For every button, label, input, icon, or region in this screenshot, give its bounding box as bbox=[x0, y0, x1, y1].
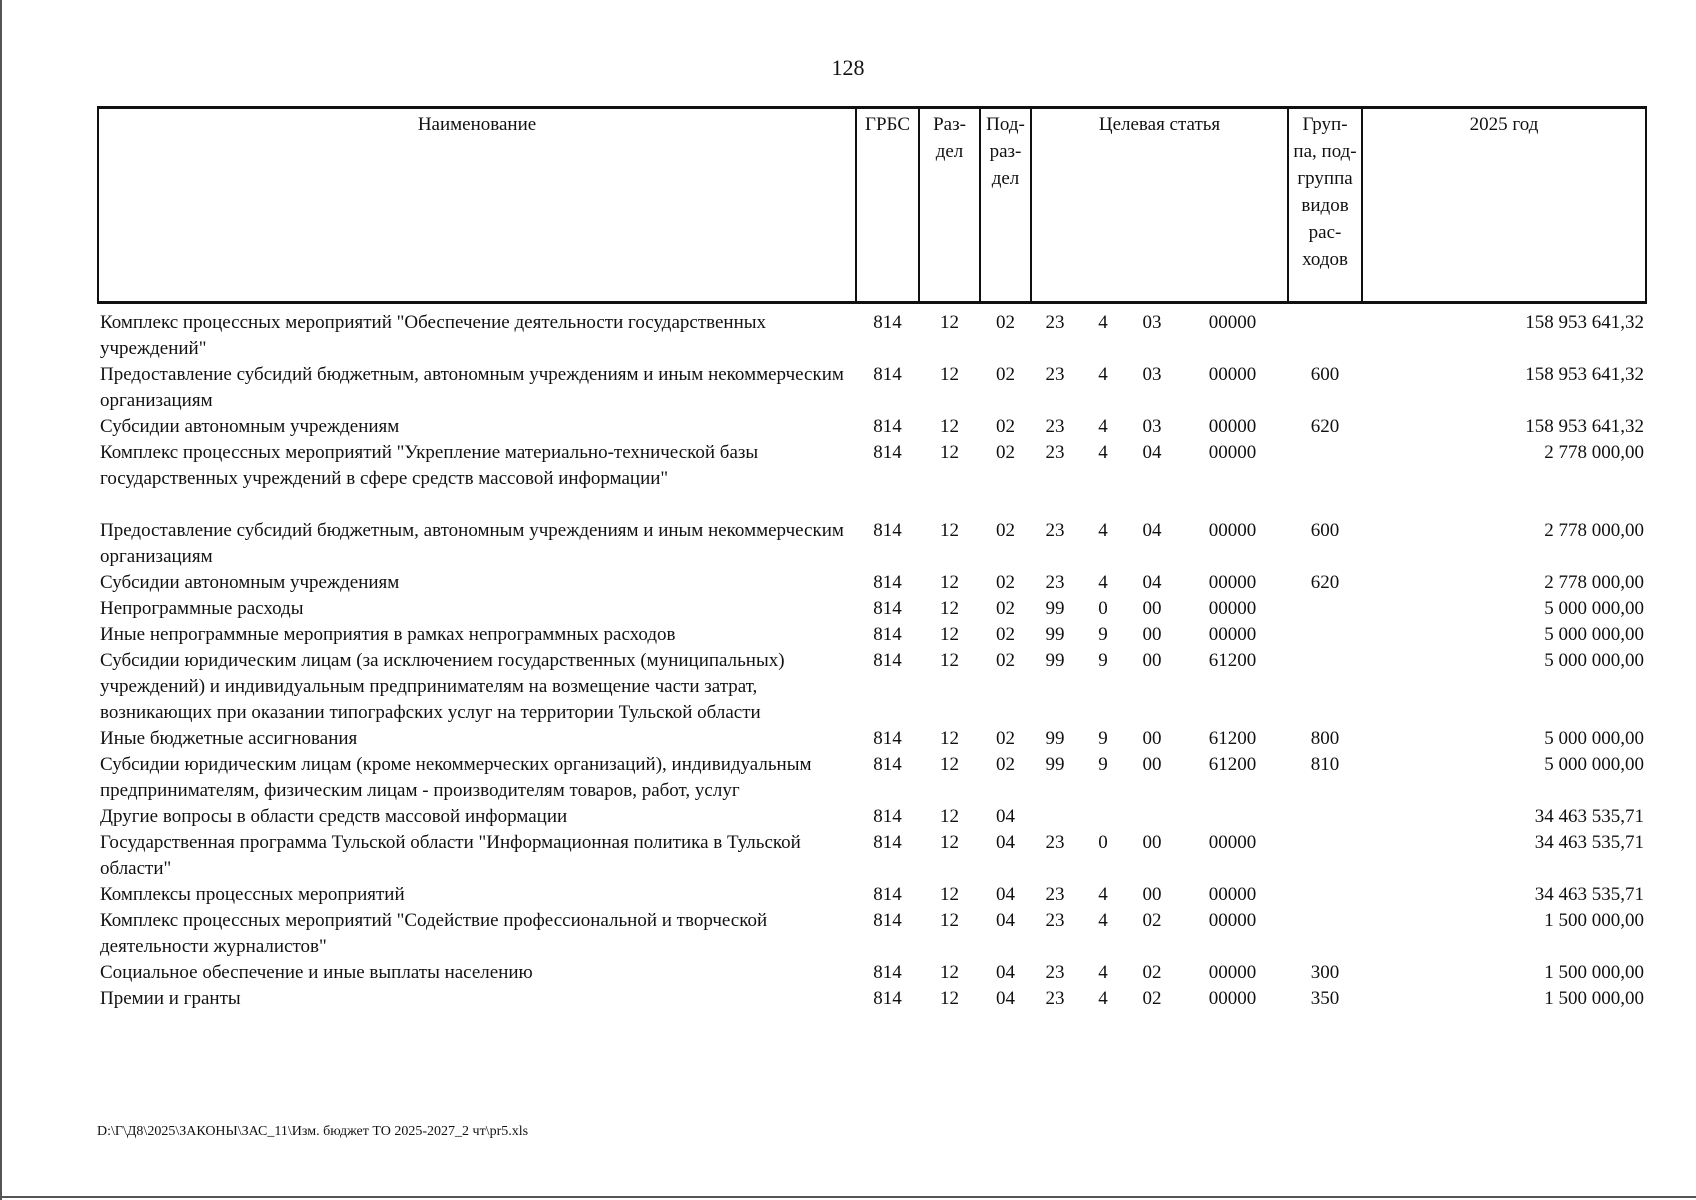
cell-podrazdel: 02 bbox=[996, 572, 1015, 593]
cell-name: Субсидии автономным учреждениям bbox=[100, 416, 400, 437]
cell-podrazdel: 02 bbox=[996, 624, 1015, 645]
cell-grbs: 814 bbox=[873, 442, 902, 463]
cell-razdel: 12 bbox=[940, 650, 959, 671]
cell-vid-raskhodov bbox=[1288, 830, 1362, 882]
cell-amount: 5 000 000,00 bbox=[1544, 728, 1645, 749]
cell-vid-raskhodov: 350 bbox=[1310, 988, 1340, 1009]
cell-razdel: 12 bbox=[940, 806, 959, 827]
cell-tselevaya-3: 02 bbox=[1142, 962, 1162, 983]
table-row bbox=[98, 726, 1646, 752]
cell-podrazdel: 04 bbox=[996, 962, 1015, 983]
cell-name: Комплекс процессных мероприятий "Обеспечение деятельности государственных учреждений" bbox=[100, 312, 767, 359]
cell-tselevaya-2: 4 bbox=[1098, 364, 1108, 385]
cell-tselevaya-4: 00000 bbox=[1208, 988, 1257, 1009]
cell-grbs: 814 bbox=[873, 520, 902, 541]
cell-tselevaya-3: 04 bbox=[1142, 572, 1162, 593]
cell-tselevaya-1: 99 bbox=[1045, 754, 1065, 775]
cell-podrazdel: 02 bbox=[996, 312, 1015, 333]
cell-vid-raskhodov: 600 bbox=[1310, 520, 1340, 541]
cell-tselevaya-4: 00000 bbox=[1208, 416, 1257, 437]
cell-name: Государственная программа Тульской области "Информационная политика в Тульской области" bbox=[100, 832, 801, 879]
cell-amount: 1 500 000,00 bbox=[1544, 962, 1645, 983]
cell-tselevaya-3: 03 bbox=[1142, 364, 1162, 385]
cell-tselevaya-4: 61200 bbox=[1208, 754, 1257, 775]
cell-tselevaya-2: 4 bbox=[1098, 884, 1108, 905]
cell-tselevaya-4: 00000 bbox=[1208, 442, 1257, 463]
cell-tselevaya-2: 0 bbox=[1098, 598, 1108, 619]
cell-vid-raskhodov: 600 bbox=[1310, 364, 1340, 385]
cell-grbs: 814 bbox=[873, 962, 902, 983]
cell-vid-raskhodov bbox=[1288, 908, 1362, 960]
cell-tselevaya-4: 00000 bbox=[1208, 572, 1257, 593]
cell-tselevaya-3: 00 bbox=[1142, 598, 1162, 619]
header-row bbox=[98, 108, 1646, 303]
cell-tselevaya-3: 00 bbox=[1142, 650, 1162, 671]
cell-tselevaya-1: 23 bbox=[1045, 910, 1065, 931]
cell-podrazdel: 04 bbox=[996, 988, 1015, 1009]
cell-grbs: 814 bbox=[873, 624, 902, 645]
cell-amount: 1 500 000,00 bbox=[1544, 988, 1645, 1009]
cell-tselevaya-2: 4 bbox=[1098, 572, 1108, 593]
cell-tselevaya-1: 99 bbox=[1045, 624, 1065, 645]
cell-grbs: 814 bbox=[873, 598, 902, 619]
cell-podrazdel: 02 bbox=[996, 598, 1015, 619]
cell-tselevaya-3: 00 bbox=[1142, 832, 1162, 853]
cell-razdel: 12 bbox=[940, 832, 959, 853]
table-row bbox=[98, 648, 1646, 726]
cell-name: Непрограммные расходы bbox=[100, 598, 304, 619]
table-row bbox=[98, 440, 1646, 518]
cell-tselevaya-3 bbox=[1127, 804, 1177, 830]
cell-razdel: 12 bbox=[940, 988, 959, 1009]
cell-tselevaya-4: 00000 bbox=[1208, 910, 1257, 931]
cell-name: Субсидии юридическим лицам (за исключением государственных (муниципальных) учреждений) и индивидуальным предпринимателям на возмещение части затрат, возникающих при оказании типографских услуг на территории Тульской области bbox=[100, 650, 785, 723]
cell-grbs: 814 bbox=[873, 650, 902, 671]
cell-tselevaya-3: 02 bbox=[1142, 988, 1162, 1009]
cell-grbs: 814 bbox=[873, 884, 902, 905]
cell-amount: 34 463 535,71 bbox=[1534, 832, 1645, 853]
cell-tselevaya-2: 4 bbox=[1098, 910, 1108, 931]
cell-name: Иные бюджетные ассигнования bbox=[100, 728, 358, 749]
cell-podrazdel: 04 bbox=[996, 832, 1015, 853]
cell-name: Комплекс процессных мероприятий "Укрепление материально-технической базы государственных учреждений в сфере средств массовой информации" bbox=[100, 442, 759, 489]
cell-amount: 5 000 000,00 bbox=[1544, 598, 1645, 619]
cell-tselevaya-3: 00 bbox=[1142, 728, 1162, 749]
cell-amount: 158 953 641,32 bbox=[1525, 416, 1645, 437]
cell-name: Другие вопросы в области средств массовой информации bbox=[100, 806, 568, 827]
table-row bbox=[98, 362, 1646, 414]
header-year-2025: 2025 год bbox=[1362, 108, 1646, 303]
cell-tselevaya-3: 00 bbox=[1142, 754, 1162, 775]
cell-tselevaya-4: 00000 bbox=[1208, 364, 1257, 385]
cell-vid-raskhodov bbox=[1288, 804, 1362, 830]
cell-tselevaya-2: 9 bbox=[1098, 728, 1108, 749]
header-razdel: Раз- дел bbox=[919, 108, 980, 303]
cell-name: Предоставление субсидий бюджетным, автономным учреждениям и иным некоммерческим организациям bbox=[100, 520, 844, 567]
cell-tselevaya-4: 00000 bbox=[1208, 832, 1257, 853]
cell-name: Социальное обеспечение и иные выплаты населению bbox=[100, 962, 533, 983]
table-row bbox=[98, 752, 1646, 804]
cell-grbs: 814 bbox=[873, 728, 902, 749]
table-row bbox=[98, 596, 1646, 622]
cell-tselevaya-2: 4 bbox=[1098, 962, 1108, 983]
header-tselevaya-statya: Целевая статья bbox=[1031, 108, 1288, 303]
cell-grbs: 814 bbox=[873, 416, 902, 437]
cell-tselevaya-2: 4 bbox=[1098, 988, 1108, 1009]
cell-razdel: 12 bbox=[940, 572, 959, 593]
cell-amount: 5 000 000,00 bbox=[1544, 650, 1645, 671]
cell-name: Премии и гранты bbox=[100, 988, 241, 1009]
cell-amount: 2 778 000,00 bbox=[1544, 442, 1645, 463]
cell-amount: 2 778 000,00 bbox=[1544, 520, 1645, 541]
cell-tselevaya-4: 00000 bbox=[1208, 312, 1257, 333]
cell-amount: 34 463 535,71 bbox=[1534, 884, 1645, 905]
cell-tselevaya-1: 99 bbox=[1045, 728, 1065, 749]
cell-grbs: 814 bbox=[873, 806, 902, 827]
cell-amount: 34 463 535,71 bbox=[1534, 806, 1645, 827]
cell-vid-raskhodov: 620 bbox=[1310, 572, 1340, 593]
cell-amount: 5 000 000,00 bbox=[1544, 624, 1645, 645]
cell-name: Предоставление субсидий бюджетным, автономным учреждениям и иным некоммерческим организациям bbox=[100, 364, 844, 411]
cell-razdel: 12 bbox=[940, 754, 959, 775]
cell-podrazdel: 02 bbox=[996, 416, 1015, 437]
cell-name: Иные непрограммные мероприятия в рамках непрограммных расходов bbox=[100, 624, 676, 645]
cell-vid-raskhodov bbox=[1288, 622, 1362, 648]
cell-vid-raskhodov: 800 bbox=[1310, 728, 1340, 749]
cell-tselevaya-4: 00000 bbox=[1208, 520, 1257, 541]
cell-grbs: 814 bbox=[873, 364, 902, 385]
cell-grbs: 814 bbox=[873, 832, 902, 853]
header-grbs: ГРБС bbox=[856, 108, 919, 303]
cell-tselevaya-1: 23 bbox=[1045, 416, 1065, 437]
table-row bbox=[98, 622, 1646, 648]
cell-podrazdel: 02 bbox=[996, 754, 1015, 775]
header-vid-raskhodov: Груп- па, под- группа видов рас- ходов bbox=[1288, 108, 1362, 303]
cell-tselevaya-1: 23 bbox=[1045, 988, 1065, 1009]
scan-edge-bottom bbox=[0, 1196, 1696, 1198]
cell-podrazdel: 02 bbox=[996, 650, 1015, 671]
cell-name: Субсидии юридическим лицам (кроме некоммерческих организаций), индивидуальным предпринимателям, физическим лицам - производителям товаров, работ, услуг bbox=[100, 754, 812, 801]
cell-tselevaya-4: 00000 bbox=[1208, 962, 1257, 983]
cell-podrazdel: 04 bbox=[996, 910, 1015, 931]
cell-podrazdel: 02 bbox=[996, 442, 1015, 463]
cell-vid-raskhodov bbox=[1288, 596, 1362, 622]
table-row bbox=[98, 804, 1646, 830]
cell-tselevaya-4: 00000 bbox=[1208, 598, 1257, 619]
cell-tselevaya-2: 4 bbox=[1098, 416, 1108, 437]
cell-razdel: 12 bbox=[940, 312, 959, 333]
cell-tselevaya-1: 23 bbox=[1045, 832, 1065, 853]
cell-tselevaya-2: 9 bbox=[1098, 754, 1108, 775]
cell-tselevaya-1: 23 bbox=[1045, 520, 1065, 541]
cell-vid-raskhodov bbox=[1288, 648, 1362, 726]
cell-tselevaya-1: 23 bbox=[1045, 312, 1065, 333]
cell-grbs: 814 bbox=[873, 312, 902, 333]
cell-podrazdel: 02 bbox=[996, 520, 1015, 541]
cell-grbs: 814 bbox=[873, 988, 902, 1009]
cell-grbs: 814 bbox=[873, 572, 902, 593]
cell-razdel: 12 bbox=[940, 962, 959, 983]
cell-razdel: 12 bbox=[940, 416, 959, 437]
cell-vid-raskhodov: 300 bbox=[1310, 962, 1340, 983]
cell-tselevaya-2: 0 bbox=[1098, 832, 1108, 853]
cell-razdel: 12 bbox=[940, 910, 959, 931]
cell-razdel: 12 bbox=[940, 442, 959, 463]
table-row bbox=[98, 414, 1646, 440]
cell-vid-raskhodov bbox=[1288, 440, 1362, 518]
cell-podrazdel: 04 bbox=[996, 884, 1015, 905]
cell-amount: 2 778 000,00 bbox=[1544, 572, 1645, 593]
cell-tselevaya-1: 99 bbox=[1045, 598, 1065, 619]
cell-tselevaya-3: 03 bbox=[1142, 416, 1162, 437]
cell-tselevaya-4: 61200 bbox=[1208, 650, 1257, 671]
cell-vid-raskhodov: 620 bbox=[1310, 416, 1340, 437]
scan-edge-left bbox=[0, 0, 2, 1200]
table-row bbox=[98, 830, 1646, 882]
cell-tselevaya-3: 04 bbox=[1142, 442, 1162, 463]
table-row bbox=[98, 882, 1646, 908]
cell-podrazdel: 02 bbox=[996, 364, 1015, 385]
table-row bbox=[98, 986, 1646, 1012]
cell-vid-raskhodov: 810 bbox=[1310, 754, 1340, 775]
cell-tselevaya-2: 9 bbox=[1098, 624, 1108, 645]
budget-table bbox=[97, 106, 1647, 1012]
cell-amount: 5 000 000,00 bbox=[1544, 754, 1645, 775]
cell-amount: 158 953 641,32 bbox=[1525, 312, 1645, 333]
cell-tselevaya-2: 4 bbox=[1098, 520, 1108, 541]
cell-tselevaya-3: 04 bbox=[1142, 520, 1162, 541]
cell-grbs: 814 bbox=[873, 754, 902, 775]
cell-tselevaya-3: 00 bbox=[1142, 884, 1162, 905]
cell-tselevaya-2: 9 bbox=[1098, 650, 1108, 671]
file-path-footer: D:\Г\Д8\2025\ЗАКОНЫ\ЗАС_11\Изм. бюджет ТО 2025-2027_2 чт\pr5.xls bbox=[97, 1124, 529, 1139]
header-name: Наименование bbox=[98, 108, 856, 303]
table-row bbox=[98, 303, 1646, 363]
cell-tselevaya-3: 00 bbox=[1142, 624, 1162, 645]
cell-tselevaya-2 bbox=[1079, 804, 1127, 830]
cell-razdel: 12 bbox=[940, 624, 959, 645]
cell-amount: 158 953 641,32 bbox=[1525, 364, 1645, 385]
cell-tselevaya-1: 23 bbox=[1045, 364, 1065, 385]
cell-tselevaya-1: 99 bbox=[1045, 650, 1065, 671]
cell-vid-raskhodov bbox=[1288, 303, 1362, 363]
cell-tselevaya-4 bbox=[1177, 804, 1288, 830]
cell-amount: 1 500 000,00 bbox=[1544, 910, 1645, 931]
cell-name: Субсидии автономным учреждениям bbox=[100, 572, 400, 593]
cell-tselevaya-3: 02 bbox=[1142, 910, 1162, 931]
cell-tselevaya-4: 00000 bbox=[1208, 884, 1257, 905]
cell-tselevaya-3: 03 bbox=[1142, 312, 1162, 333]
cell-vid-raskhodov bbox=[1288, 882, 1362, 908]
cell-tselevaya-1: 23 bbox=[1045, 442, 1065, 463]
cell-podrazdel: 04 bbox=[996, 806, 1015, 827]
cell-tselevaya-2: 4 bbox=[1098, 442, 1108, 463]
cell-razdel: 12 bbox=[940, 884, 959, 905]
cell-razdel: 12 bbox=[940, 728, 959, 749]
cell-name: Комплексы процессных мероприятий bbox=[100, 884, 405, 905]
cell-razdel: 12 bbox=[940, 520, 959, 541]
cell-tselevaya-4: 61200 bbox=[1208, 728, 1257, 749]
cell-tselevaya-1: 23 bbox=[1045, 884, 1065, 905]
header-podrazdel: Под- раз- дел bbox=[980, 108, 1031, 303]
cell-tselevaya-1: 23 bbox=[1045, 962, 1065, 983]
cell-tselevaya-4: 00000 bbox=[1208, 624, 1257, 645]
table-row bbox=[98, 570, 1646, 596]
page-number: 128 bbox=[831, 55, 865, 80]
table-row bbox=[98, 518, 1646, 570]
cell-grbs: 814 bbox=[873, 910, 902, 931]
table-row bbox=[98, 908, 1646, 960]
cell-tselevaya-1 bbox=[1031, 804, 1079, 830]
cell-tselevaya-1: 23 bbox=[1045, 572, 1065, 593]
cell-name: Комплекс процессных мероприятий "Содействие профессиональной и творческой деятельности журналистов" bbox=[100, 910, 768, 957]
cell-tselevaya-2: 4 bbox=[1098, 312, 1108, 333]
table-row bbox=[98, 960, 1646, 986]
cell-podrazdel: 02 bbox=[996, 728, 1015, 749]
cell-razdel: 12 bbox=[940, 598, 959, 619]
cell-razdel: 12 bbox=[940, 364, 959, 385]
